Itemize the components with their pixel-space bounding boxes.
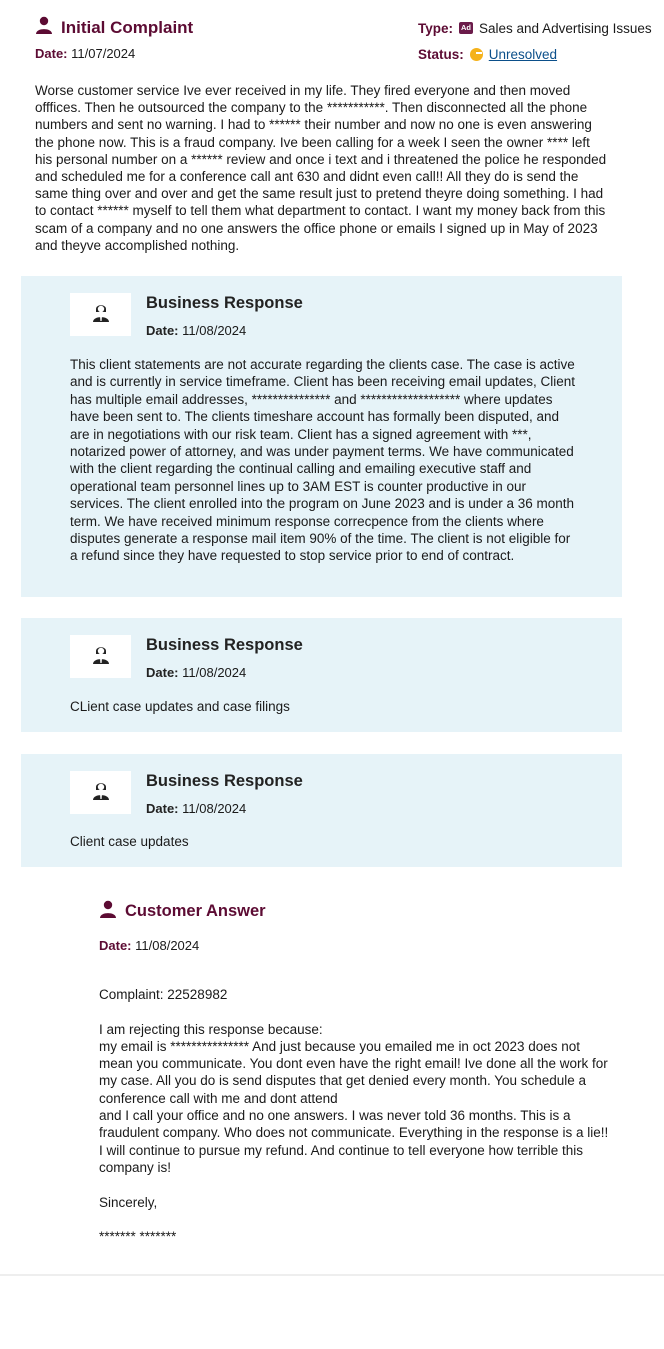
initial-complaint <box>35 14 660 253</box>
business-response-2 <box>21 618 622 732</box>
type-label: Type: <box>418 20 454 36</box>
business-person-icon <box>92 780 110 805</box>
footer-divider <box>0 1274 664 1276</box>
business-avatar <box>70 293 131 336</box>
response-date-label: Date: <box>146 323 179 338</box>
response-body: CLient case updates and case filings <box>70 699 290 714</box>
complaint-date-value: 11/07/2024 <box>71 46 136 61</box>
status-unresolved-icon <box>470 48 483 61</box>
type-value: Sales and Advertising Issues <box>479 20 652 36</box>
response-body: Client case updates <box>70 834 189 849</box>
response-date <box>146 323 246 338</box>
response-date-value: 11/08/2024 <box>182 323 247 338</box>
complaint-date <box>35 46 135 61</box>
response-date-label: Date: <box>146 665 179 680</box>
business-person-icon <box>92 644 110 669</box>
complaint-meta <box>418 20 652 62</box>
response-date <box>146 665 246 680</box>
user-icon <box>35 16 53 39</box>
complaint-type <box>418 20 652 36</box>
status-label: Status: <box>418 46 464 62</box>
answer-date-label: Date: <box>99 938 132 953</box>
response-date-label: Date: <box>146 801 179 816</box>
answer-body: Complaint: 22528982 I am rejecting this response because: my email is *************** And just because you emailed me in oct 2023 does not mean you communicate. You dont even have the right email! Ive done all the work for my case. All you do is send disputes that get denied every month. You schedule a conference call with me and dont attend and I call your office and no one answers. I was never told 36 months. This is a fraudulent company. Who does not communicate. Everything in the response is a lie!! I will continue to pursue my refund. And continue to tell everyone how terrible this company is! Sincerely, ******* ******* <box>99 987 609 1245</box>
response-title: Business Response <box>146 636 303 654</box>
complaint-status <box>418 46 652 62</box>
user-icon <box>99 900 117 923</box>
business-person-icon <box>92 302 110 327</box>
response-title: Business Response <box>146 294 303 312</box>
complaint-title-text: Initial Complaint <box>61 17 194 37</box>
answer-title-text: Customer Answer <box>125 902 266 920</box>
complaint-title <box>35 16 193 39</box>
business-response-1 <box>21 276 622 597</box>
answer-title <box>99 900 619 923</box>
business-avatar <box>70 771 131 814</box>
answer-date-value: 11/08/2024 <box>135 938 200 953</box>
business-response-3 <box>21 754 622 867</box>
response-body: This client statements are not accurate regarding the clients case. The case is active and is currently in service timeframe. Client has been receiving email updates, Client has multiple email addresses, *************** and ******************* where updates have been sent to. The clients timeshare account has formally been disputed, and are in negotiations with our risk team. Client has a signed agreement with ***, notarized power of attorney, and was under payment terms. We have communicated with the client regarding the continual calling and emailing executive staff and operational team personnel lines up to 3AM EST is counter productive in our services. The client enrolled into the program on June 2023 and is under a 36 month term. We have received minimum response correcpence from the clients where disputes generate a response mail item 90% of the time. The client is not eligible for a refund since they have requested to stop service prior to end of contract. <box>70 357 575 564</box>
response-date-value: 11/08/2024 <box>182 801 247 816</box>
customer-answer <box>99 900 619 1245</box>
complaint-body: Worse customer service Ive ever received in my life. They fired everyone and then moved offfices. Then he outsourced the company to the ***********. Then disconnected all the phone numbers and sent no warning. I had to ****** their number and now no one is even answering the phone now. This is a fraud company. Ive been calling for a week I seen the owner **** left his personal number on a ****** review and once i text and i threatened the police he responded and scheduled me for a conference call ant 630 and didnt even call!! All they do is send the same thing over and over and get the same result just to pretend theyre doing something. I had to contact ****** myself to tell them what department to contact. I want my money back from this scam of a company and no one answers the office phone or emails I signed up in May of 2023 and theyve accomplished nothing. <box>35 83 607 253</box>
complaint-header <box>35 14 660 78</box>
complaint-date-label: Date: <box>35 46 68 61</box>
response-date-value: 11/08/2024 <box>182 665 247 680</box>
ad-badge-icon: Ad <box>461 23 472 32</box>
response-date <box>146 801 246 816</box>
business-avatar <box>70 635 131 678</box>
status-link[interactable]: Unresolved <box>488 46 558 62</box>
response-title: Business Response <box>146 772 303 790</box>
answer-date <box>99 938 199 953</box>
